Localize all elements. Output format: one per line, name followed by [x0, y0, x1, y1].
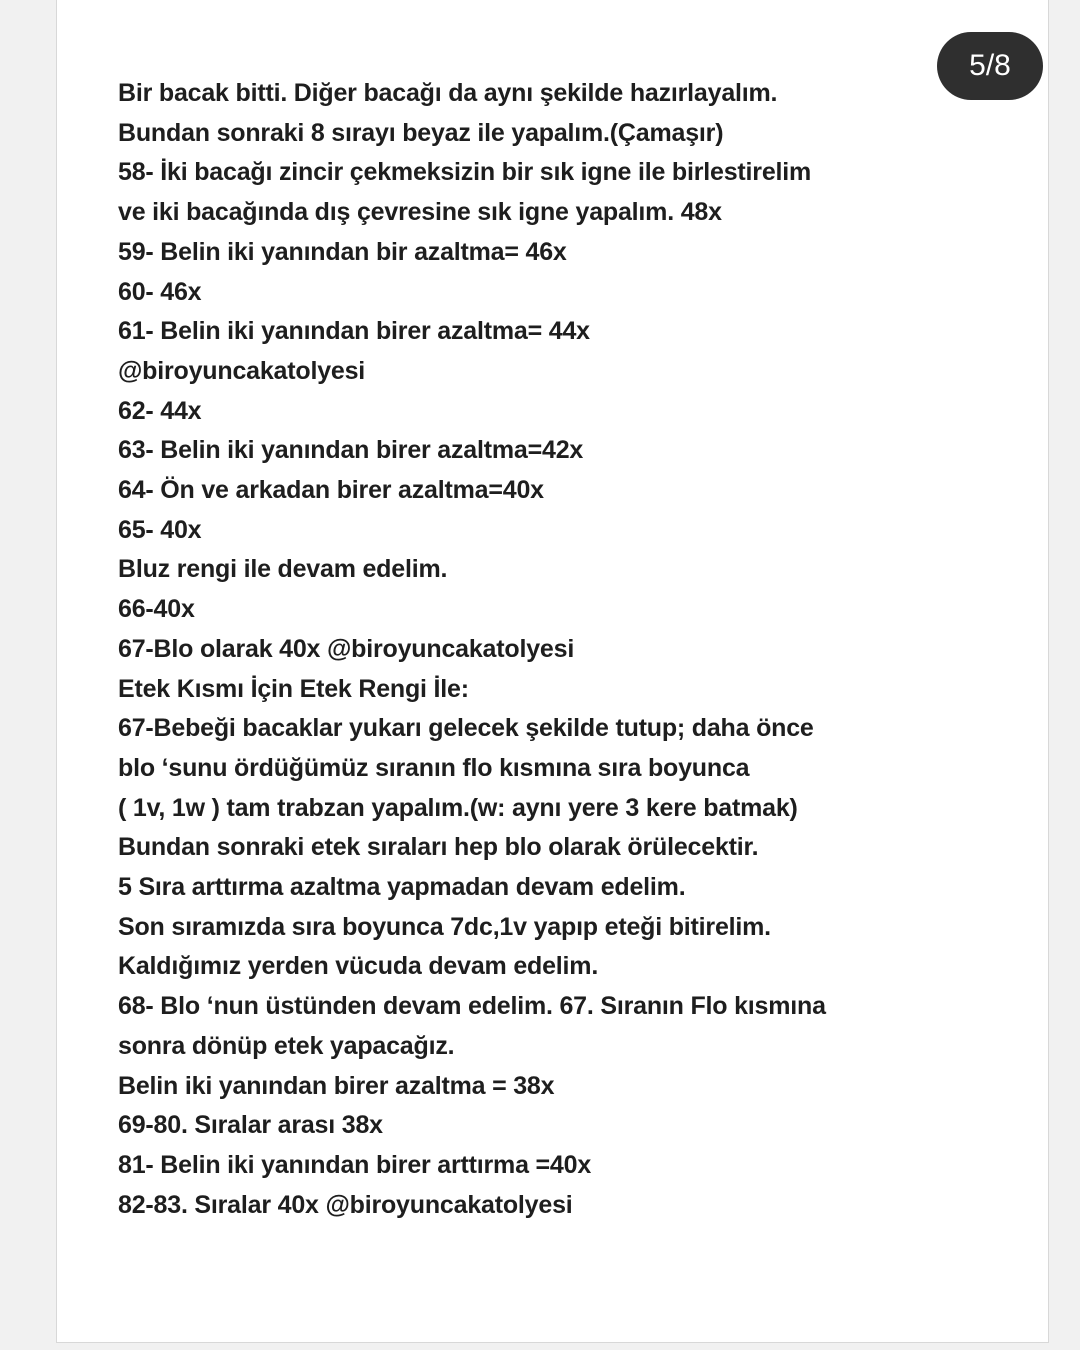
text-line: Son sıramızda sıra boyunca 7dc,1v yapıp eteği bitirelim. [118, 912, 771, 941]
text-line: Bundan sonraki etek sıraları hep blo olarak örülecektir. [118, 833, 759, 862]
text-line: 67-Blo olarak 40x @biroyuncakatolyesi [118, 634, 575, 663]
text-line: Kaldığımız yerden vücuda devam edelim. [118, 952, 599, 981]
text-line: 59- Belin iki yanından bir azaltma= 46x [118, 237, 567, 266]
text-line: Bluz rengi ile devam edelim. [118, 555, 448, 584]
text-line: Etek Kısmı İçin Etek Rengi İle: [118, 674, 469, 703]
text-line: 58- İki bacağı zincir çekmeksizin bir sık igne ile birlestirelim [118, 158, 812, 187]
text-line: 68- Blo ‘nun üstünden devam edelim. 67. Sıranın Flo kısmına [118, 992, 826, 1021]
text-line: 65- 40x [118, 515, 202, 544]
pattern-text [118, 74, 918, 1225]
text-line: Bundan sonraki 8 sırayı beyaz ile yapalım.(Çamaşır) [118, 118, 724, 147]
text-line: 64- Ön ve arkadan birer azaltma=40x [118, 476, 544, 505]
text-line: ve iki bacağında dış çevresine sık igne yapalım. 48x [118, 198, 722, 227]
text-line: 69-80. Sıralar arası 38x [118, 1111, 383, 1140]
text-line: 66-40x [118, 595, 195, 624]
text-line: 63- Belin iki yanından birer azaltma=42x [118, 436, 584, 465]
page-counter-badge: 5/8 [937, 32, 1043, 100]
text-line: Bir bacak bitti. Diğer bacağı da aynı şekilde hazırlayalım. [118, 79, 778, 107]
text-line: ( 1v, 1w ) tam trabzan yapalım.(w: aynı yere 3 kere batmak) [118, 793, 798, 822]
text-line: sonra dönüp etek yapacağız. [118, 1031, 455, 1060]
text-line: 60- 46x [118, 277, 202, 306]
text-line: 62- 44x [118, 396, 202, 425]
text-line: @biroyuncakatolyesi [118, 356, 366, 385]
text-line: 81- Belin iki yanından birer arttırma =40x [118, 1150, 592, 1179]
text-line: 5 Sıra arttırma azaltma yapmadan devam edelim. [118, 873, 686, 902]
text-line: 67-Bebeği bacaklar yukarı gelecek şekilde tutup; daha önce [118, 714, 814, 743]
text-line: Belin iki yanından birer azaltma = 38x [118, 1071, 555, 1100]
text-line: 82-83. Sıralar 40x @biroyuncakatolyesi [118, 1190, 573, 1219]
text-line: 61- Belin iki yanından birer azaltma= 44x [118, 317, 590, 346]
text-line: blo ‘sunu ördüğümüz sıranın flo kısmına sıra boyunca [118, 753, 750, 782]
